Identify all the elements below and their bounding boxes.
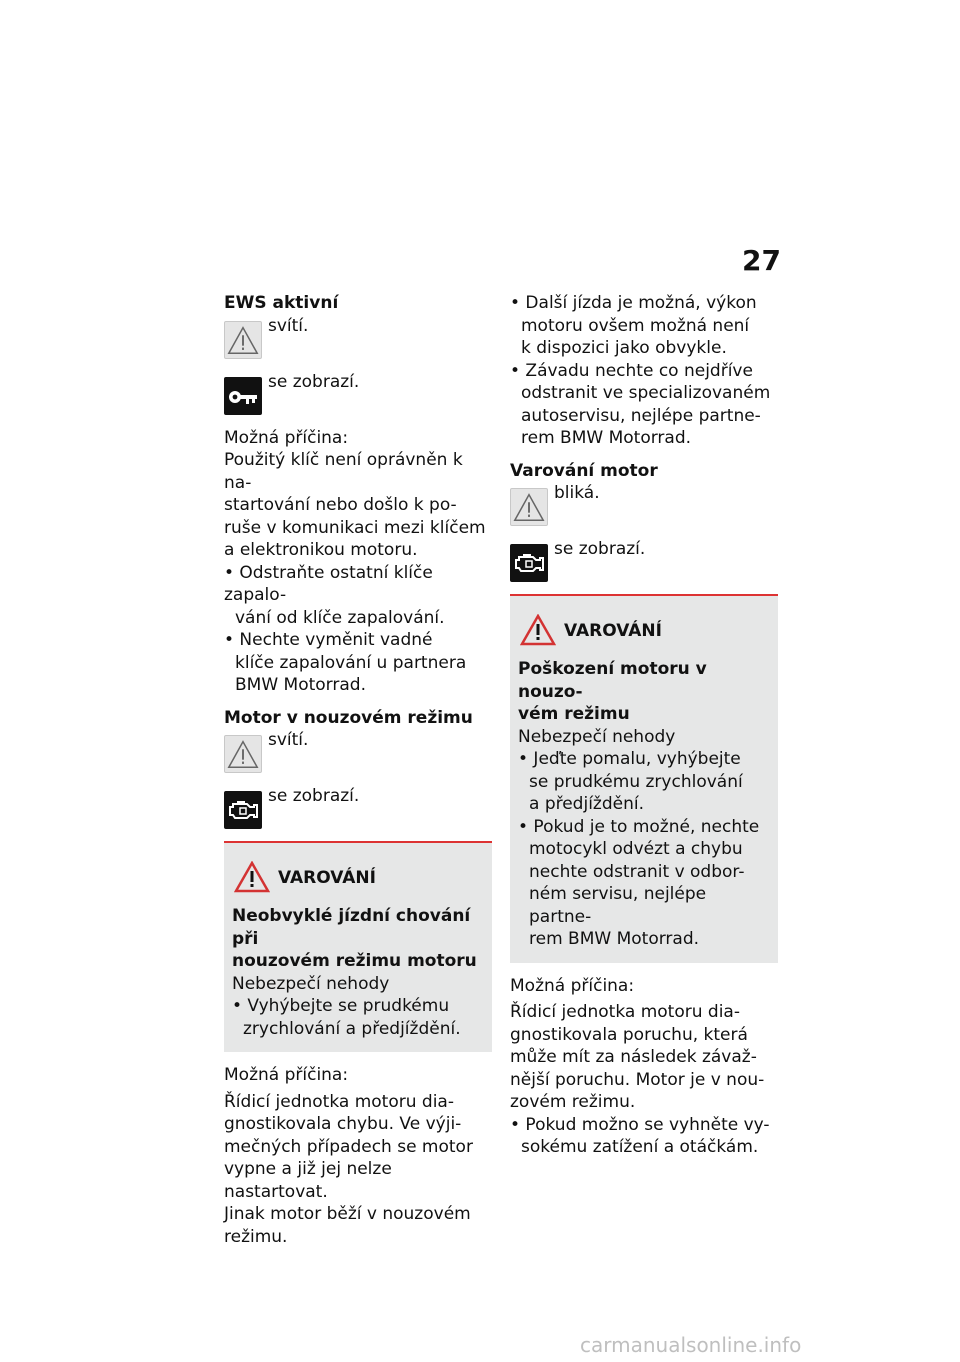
warning-title: VAROVÁNÍ xyxy=(564,621,662,641)
warning-bullet-line: • Jeďte pomalu, vyhýbejte xyxy=(518,749,741,769)
ews-bullet-line: klíče zapalování u partnera xyxy=(235,652,467,673)
emergency-heading: Motor v nouzovém režimu xyxy=(224,707,473,728)
ews-cause-line: Použitý klíč není oprávněn k na- xyxy=(224,450,463,493)
ews-bullet-line: • Odstraňte ostatní klíče zapalo- xyxy=(224,562,433,605)
bullet-line: motoru ovšem možná není xyxy=(521,315,750,336)
warning-bullet-line: • Vyhýbejte se prudkému xyxy=(232,996,450,1016)
engine-icon-row xyxy=(510,538,778,584)
warning-bullet-line: a předjíždění. xyxy=(529,794,644,814)
engine-warning-label: bliká. xyxy=(554,483,600,503)
warning-triangle-icon xyxy=(510,488,548,526)
warning-box xyxy=(224,841,492,1052)
warning-triangle-icon xyxy=(224,735,262,773)
bullet-line: • Závadu nechte co nejdříve xyxy=(510,360,753,381)
emergency-engine-label: se zobrazí. xyxy=(268,786,360,806)
warning-header xyxy=(518,614,770,650)
warning-bullet-line: ném servisu, nejlépe partne- xyxy=(529,884,707,927)
warning-bold-line: vém režimu xyxy=(518,704,630,724)
ews-bullet-line: BMW Motorrad. xyxy=(235,675,366,695)
bullet-line: odstranit ve specializovaném xyxy=(521,383,771,403)
emergency-warning-label: svítí. xyxy=(268,730,309,750)
ews-cause-line: startování nebo došlo k po- xyxy=(224,495,457,515)
watermark: carmanualsonline.info xyxy=(580,1333,802,1357)
warning-bullet-line: • Pokud je to možné, nechte xyxy=(518,816,760,837)
ews-key-row xyxy=(224,371,492,417)
warning-bullet-line: zrychlování a předjíždění. xyxy=(243,1018,461,1039)
cause-title: Možná příčina: xyxy=(224,1065,349,1085)
warning-bold-line: Neobvyklé jízdní chování při xyxy=(232,906,471,949)
ews-bullet-line: • Nechte vyměnit vadné xyxy=(224,630,433,650)
warning-hazard: Nebezpečí nehody xyxy=(232,973,390,994)
bullet-line: • Další jízda je možná, výkon xyxy=(510,293,757,313)
cause-line: gnostikovala chybu. Ve výji- xyxy=(224,1114,462,1134)
cause-line: Jinak motor běží v nouzovém xyxy=(224,1204,471,1224)
ews-warning-row xyxy=(224,315,492,361)
cause-line: vypne a již jej nelze nastartovat. xyxy=(224,1159,392,1202)
engine-icon xyxy=(224,791,262,829)
ews-bullet-line: vání od klíče zapalování. xyxy=(235,607,445,628)
cause-title: Možná příčina: xyxy=(510,975,635,996)
cause-line: nější poruchu. Motor je v nou- xyxy=(510,1069,765,1090)
ews-heading: EWS aktivní xyxy=(224,293,339,313)
engine-warning-heading: Varování motor xyxy=(510,460,658,481)
right-column xyxy=(510,292,778,1159)
cause-line: Řídicí jednotka motoru dia- xyxy=(510,1002,740,1022)
warning-triangle-icon xyxy=(224,321,262,359)
cause-line: Řídicí jednotka motoru dia- xyxy=(224,1091,454,1112)
warning-header xyxy=(232,861,484,897)
bullet-line: k dispozici jako obvykle. xyxy=(521,338,727,358)
warning-bold-line: nouzovém režimu motoru xyxy=(232,951,477,971)
engine-warning-row xyxy=(510,482,778,528)
emergency-warning-row xyxy=(224,729,492,775)
warning-bullet-line: se prudkému zrychlování xyxy=(529,771,743,792)
cause-line: mečných případech se motor xyxy=(224,1136,473,1157)
bullet-line: rem BMW Motorrad. xyxy=(521,428,692,448)
ews-cause-title: Možná příčina: xyxy=(224,427,349,448)
key-icon xyxy=(224,377,262,415)
engine-icon-label: se zobrazí. xyxy=(554,539,646,559)
bullet-line: autoservisu, nejlépe partne- xyxy=(521,405,761,426)
cause-line: zovém režimu. xyxy=(510,1092,636,1112)
warning-bullet-line: rem BMW Motorrad. xyxy=(529,929,700,949)
engine-icon xyxy=(510,544,548,582)
warning-title: VAROVÁNÍ xyxy=(278,868,376,888)
warning-bold-line: Poškození motoru v nouzo- xyxy=(518,659,707,702)
warning-hazard: Nebezpečí nehody xyxy=(518,726,676,747)
exclamation-triangle-icon xyxy=(234,861,270,893)
warning-bullet-line: nechte odstranit v odbor- xyxy=(529,861,745,882)
cause-line: režimu. xyxy=(224,1226,288,1247)
warning-bullet-line: motocykl odvézt a chybu xyxy=(529,839,743,859)
page-number: 27 xyxy=(742,244,781,277)
ews-warning-label: svítí. xyxy=(268,315,309,336)
emergency-engine-row xyxy=(224,785,492,831)
ews-key-label: se zobrazí. xyxy=(268,371,360,392)
exclamation-triangle-icon xyxy=(520,614,556,646)
bullet-line: sokému zatížení a otáčkám. xyxy=(521,1137,759,1157)
cause-line: může mít za následek závaž- xyxy=(510,1047,757,1067)
ews-cause-line: ruše v komunikaci mezi klíčem xyxy=(224,517,486,538)
warning-box xyxy=(510,594,778,963)
bullet-line: • Pokud možno se vyhněte vy- xyxy=(510,1114,770,1135)
ews-cause-line: a elektronikou motoru. xyxy=(224,540,418,560)
left-column xyxy=(224,292,492,1248)
cause-line: gnostikovala poruchu, která xyxy=(510,1024,748,1045)
